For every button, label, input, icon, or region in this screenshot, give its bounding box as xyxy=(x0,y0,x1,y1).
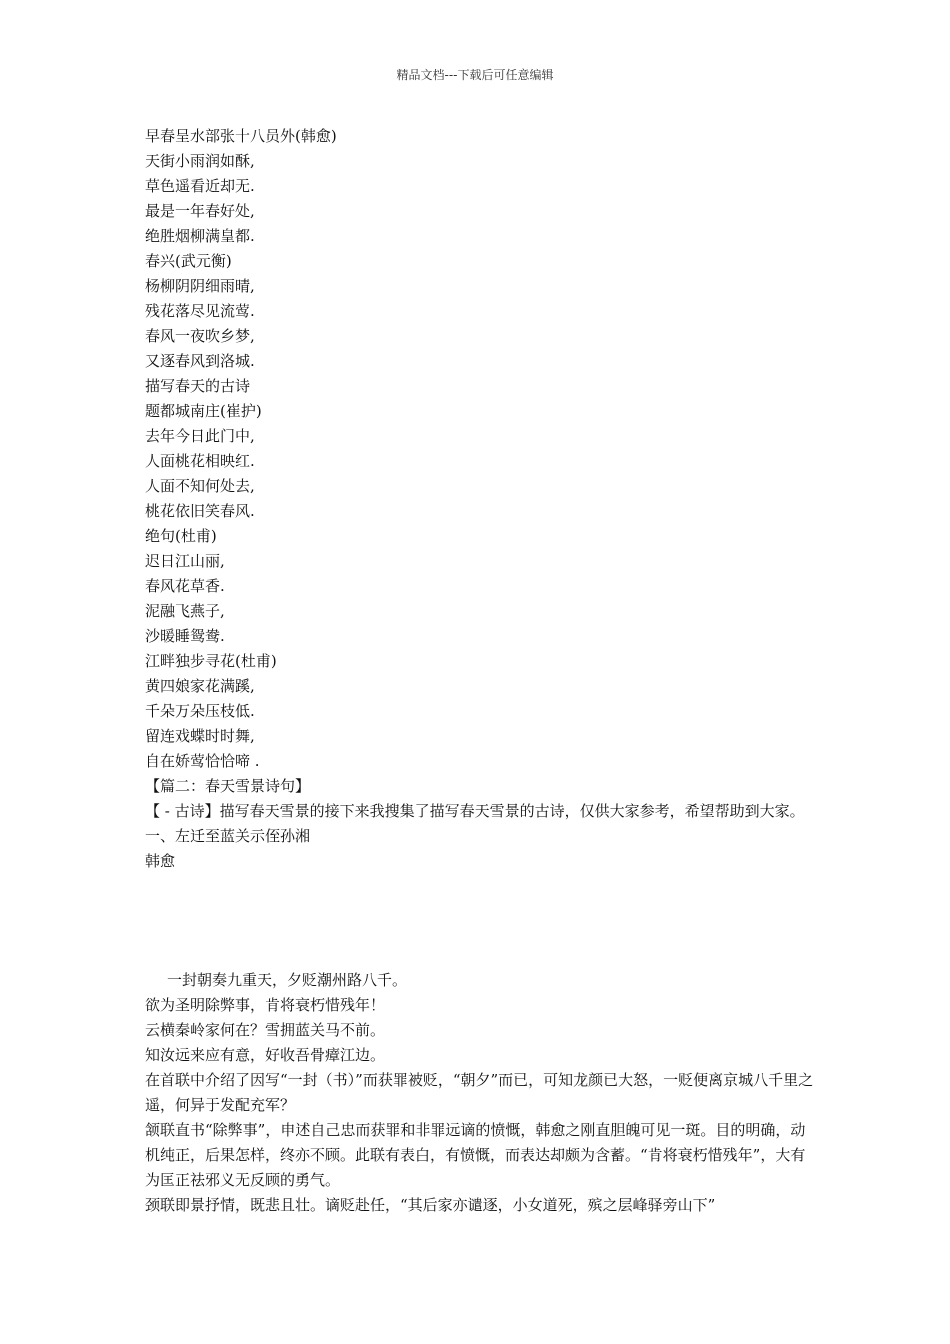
text-line: 早春呈水部张十八员外(韩愈) xyxy=(145,127,337,145)
text-line: 留连戏蝶时时舞, xyxy=(145,727,255,745)
text-line: 桃花依旧笑春风. xyxy=(145,502,255,520)
document-body-bottom xyxy=(145,968,815,1218)
section-heading: 【篇二：春天雪景诗句】 xyxy=(145,777,311,795)
text-line: 题都城南庄(崔护) xyxy=(145,402,262,420)
text-line: 千朵万朵压枝低. xyxy=(145,702,255,720)
text-line: 人面桃花相映红. xyxy=(145,452,255,470)
intro-paragraph: 【 - 古诗】描写春天雪景的接下来我搜集了描写春天雪景的古诗，仅供大家参考，希望帮助到大家。 xyxy=(145,802,805,820)
text-line: 春风花草香. xyxy=(145,577,225,595)
poem-first-line: 一封朝奏九重天，夕贬潮州路八千。 xyxy=(167,971,408,989)
text-line: 沙暖睡鸳鸯. xyxy=(145,627,225,645)
text-line: 迟日江山丽, xyxy=(145,552,225,570)
commentary-paragraph: 在首联中介绍了因写“一封（书）”而获罪被贬，“朝夕”而已，可知龙颜已大怒，一贬便离京城八千里之遥，何异于发配充军？ xyxy=(145,1071,814,1114)
text-line: 春兴(武元衡) xyxy=(145,252,232,270)
text-line: 欲为圣明除弊事，肯将衰朽惜残年！ xyxy=(145,996,386,1014)
poem-title: 一、左迁至蓝关示侄孙湘 xyxy=(145,827,311,845)
page-header: 精品文档---下载后可任意编辑 xyxy=(396,68,554,82)
text-line: 自在娇莺恰恰啼 . xyxy=(145,752,260,770)
poem-author: 韩愈 xyxy=(145,852,176,870)
text-line: 杨柳阴阴细雨晴, xyxy=(145,277,255,295)
text-line: 人面不知何处去, xyxy=(145,477,255,495)
text-line: 又逐春风到洛城. xyxy=(145,352,255,370)
text-line: 天街小雨润如酥, xyxy=(145,152,255,170)
commentary-paragraph: 颈联即景抒情，既悲且壮。谪贬赴任，“其后家亦谴逐，小女道死，殡之层峰驿旁山下” xyxy=(145,1196,716,1214)
text-line: 云横秦岭家何在？雪拥蓝关马不前。 xyxy=(145,1021,386,1039)
text-line: 绝句(杜甫) xyxy=(145,527,217,545)
text-line: 春风一夜吹乡梦, xyxy=(145,327,255,345)
text-line: 最是一年春好处, xyxy=(145,202,255,220)
document-body-top xyxy=(145,124,815,874)
text-line: 去年今日此门中, xyxy=(145,427,255,445)
text-line: 江畔独步寻花(杜甫) xyxy=(145,652,277,670)
text-line: 知汝远来应有意，好收吾骨瘴江边。 xyxy=(145,1046,386,1064)
text-line: 草色遥看近却无. xyxy=(145,177,255,195)
text-line: 绝胜烟柳满皇都. xyxy=(145,227,255,245)
text-line: 泥融飞燕子, xyxy=(145,602,225,620)
commentary-paragraph: 颔联直书“除弊事”，申述自己忠而获罪和非罪远谪的愤慨，韩愈之刚直胆魄可见一斑。目的明确，动机纯正，后果怎样，终亦不顾。此联有表白，有愤慨，而表达却颇为含蓄。“肯将衰朽惜残年”，大有为匡正祛邪义无反顾的勇气。 xyxy=(145,1121,806,1189)
text-line: 残花落尽见流莺. xyxy=(145,302,255,320)
text-line: 描写春天的古诗 xyxy=(145,377,251,395)
text-line: 黄四娘家花满蹊, xyxy=(145,677,255,695)
